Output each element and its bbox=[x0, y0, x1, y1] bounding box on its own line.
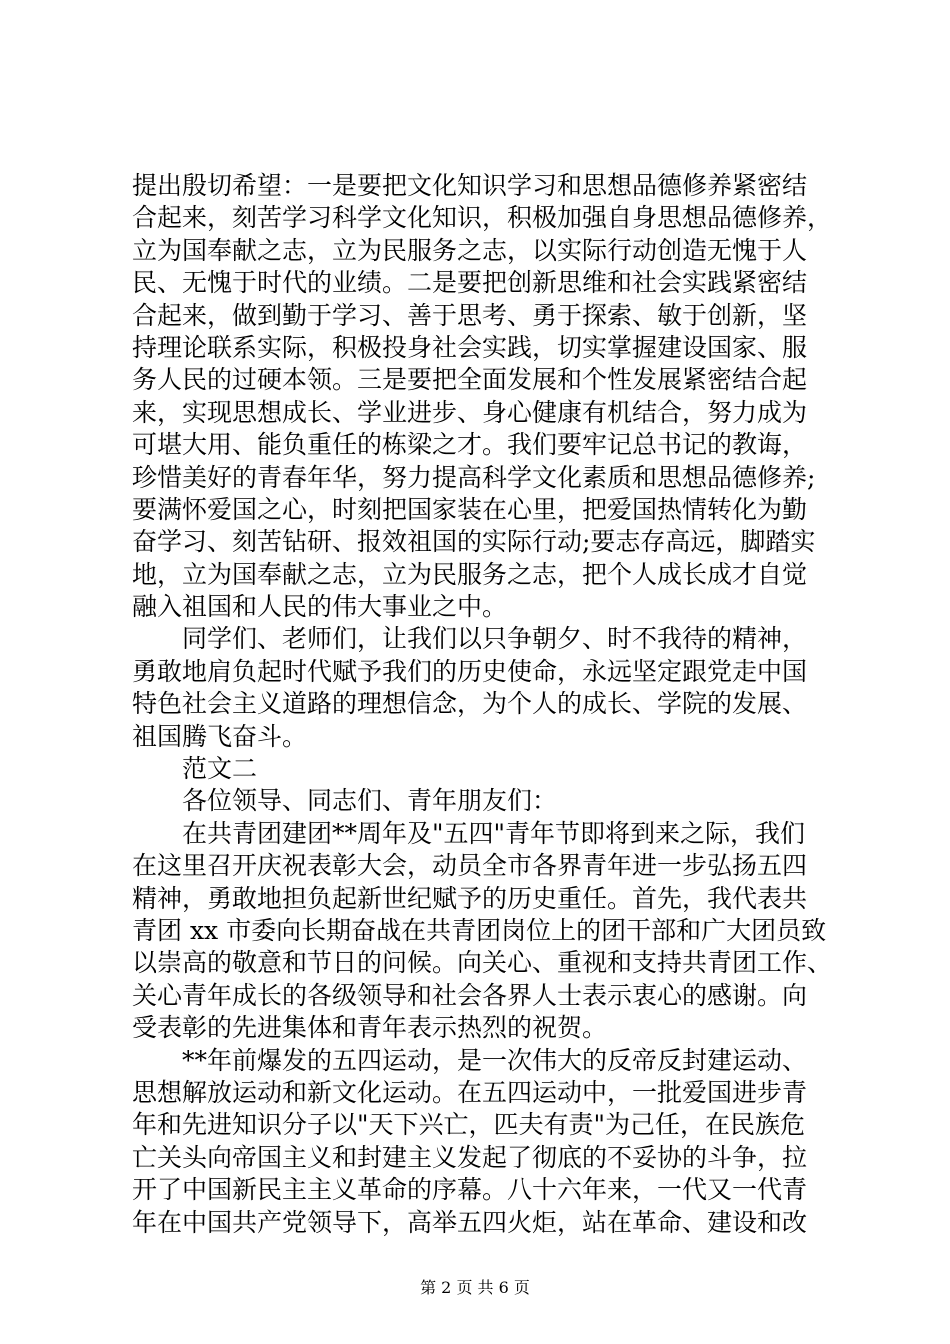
text-line: 特色社会主义道路的理想信念，为个人的成长、学院的发展、 bbox=[132, 689, 808, 719]
text-line: 精神，勇敢地担负起新世纪赋予的历史重任。首先，我代表共 bbox=[132, 883, 808, 913]
paragraph bbox=[132, 753, 832, 785]
text-line: 地，立为国奉献之志，立为民服务之志，把个人成长成才自觉 bbox=[132, 559, 808, 589]
text-line: 勇敢地肩负起时代赋予我们的历史使命，永远坚定跟党走中国 bbox=[132, 656, 808, 686]
text-line: 提出殷切希望：一是要把文化知识学习和思想品德修养紧密结 bbox=[132, 171, 808, 200]
text-line: 持理论联系实际，积极投身社会实践，切实掌握建设国家、服 bbox=[132, 332, 808, 362]
text-line: 祖国腾飞奋斗。 bbox=[132, 721, 308, 751]
text-line: 可堪大用、能负重任的栋梁之才。我们要牢记总书记的教诲， bbox=[132, 430, 808, 460]
paragraph bbox=[132, 623, 832, 753]
text-line: 合起来，刻苦学习科学文化知识，积极加强自身思想品德修养， bbox=[132, 203, 833, 233]
text-line: 范文二 bbox=[182, 754, 258, 784]
text-line: 融入祖国和人民的伟大事业之中。 bbox=[132, 592, 508, 622]
text-line: 珍惜美好的青春年华，努力提高科学文化素质和思想品德修养; bbox=[132, 462, 816, 492]
text-line: 年和先进知识分子以"天下兴亡，匹夫有责"为己任，在民族危 bbox=[132, 1110, 806, 1140]
text-line: 关心青年成长的各级领导和社会各界人士表示衷心的感谢。向 bbox=[132, 980, 808, 1010]
text-line: 合起来，做到勤于学习、善于思考、勇于探索、敏于创新，坚 bbox=[132, 300, 808, 330]
text-line: 立为国奉献之志，立为民服务之志，以实际行动创造无愧于人 bbox=[132, 235, 808, 265]
paragraph bbox=[132, 818, 832, 1045]
text-line: 在这里召开庆祝表彰大会，动员全市各界青年进一步弘扬五四 bbox=[132, 851, 808, 881]
text-line: 以崇高的敬意和节日的问候。向关心、重视和支持共青团工作、 bbox=[132, 948, 833, 978]
text-line: 各位领导、同志们、青年朋友们： bbox=[182, 786, 558, 816]
text-line: 在共青团建团**周年及"五四"青年节即将到来之际，我们 bbox=[182, 818, 806, 848]
text-line: 受表彰的先进集体和青年表示热烈的祝贺。 bbox=[132, 1013, 608, 1043]
paragraph bbox=[132, 170, 832, 623]
text-line: 奋学习、刻苦钻研、报效祖国的实际行动;要志存高远，脚踏实 bbox=[132, 527, 816, 557]
document-body bbox=[132, 170, 832, 1239]
text-line: 民、无愧于时代的业绩。二是要把创新思维和社会实践紧密结 bbox=[132, 268, 808, 298]
text-line: 思想解放运动和新文化运动。在五四运动中，一批爱国进步青 bbox=[132, 1077, 808, 1107]
text-line: 同学们、老师们，让我们以只争朝夕、时不我待的精神， bbox=[182, 624, 808, 654]
text-line: 要满怀爱国之心，时刻把国家装在心里，把爱国热情转化为勤 bbox=[132, 494, 808, 524]
text-line: 年在中国共产党领导下，高举五四火炬，站在革命、建设和改 bbox=[132, 1207, 808, 1237]
text-line: **年前爆发的五四运动，是一次伟大的反帝反封建运动、 bbox=[182, 1045, 808, 1075]
text-line: 亡关头向帝国主义和封建主义发起了彻底的不妥协的斗争，拉 bbox=[132, 1142, 808, 1172]
text-line: 务人民的过硬本领。三是要把全面发展和个性发展紧密结合起 bbox=[132, 365, 808, 395]
paragraph bbox=[132, 785, 832, 817]
page-footer: 第 2 页 共 6 页 bbox=[420, 1278, 530, 1297]
text-line: 来，实现思想成长、学业进步、身心健康有机结合，努力成为 bbox=[132, 397, 808, 427]
text-line: 青团 xx 市委向长期奋战在共青团岗位上的团干部和广大团员致 bbox=[132, 915, 827, 945]
paragraph bbox=[132, 1045, 832, 1239]
text-line: 开了中国新民主主义革命的序幕。八十六年来，一代又一代青 bbox=[132, 1175, 808, 1205]
